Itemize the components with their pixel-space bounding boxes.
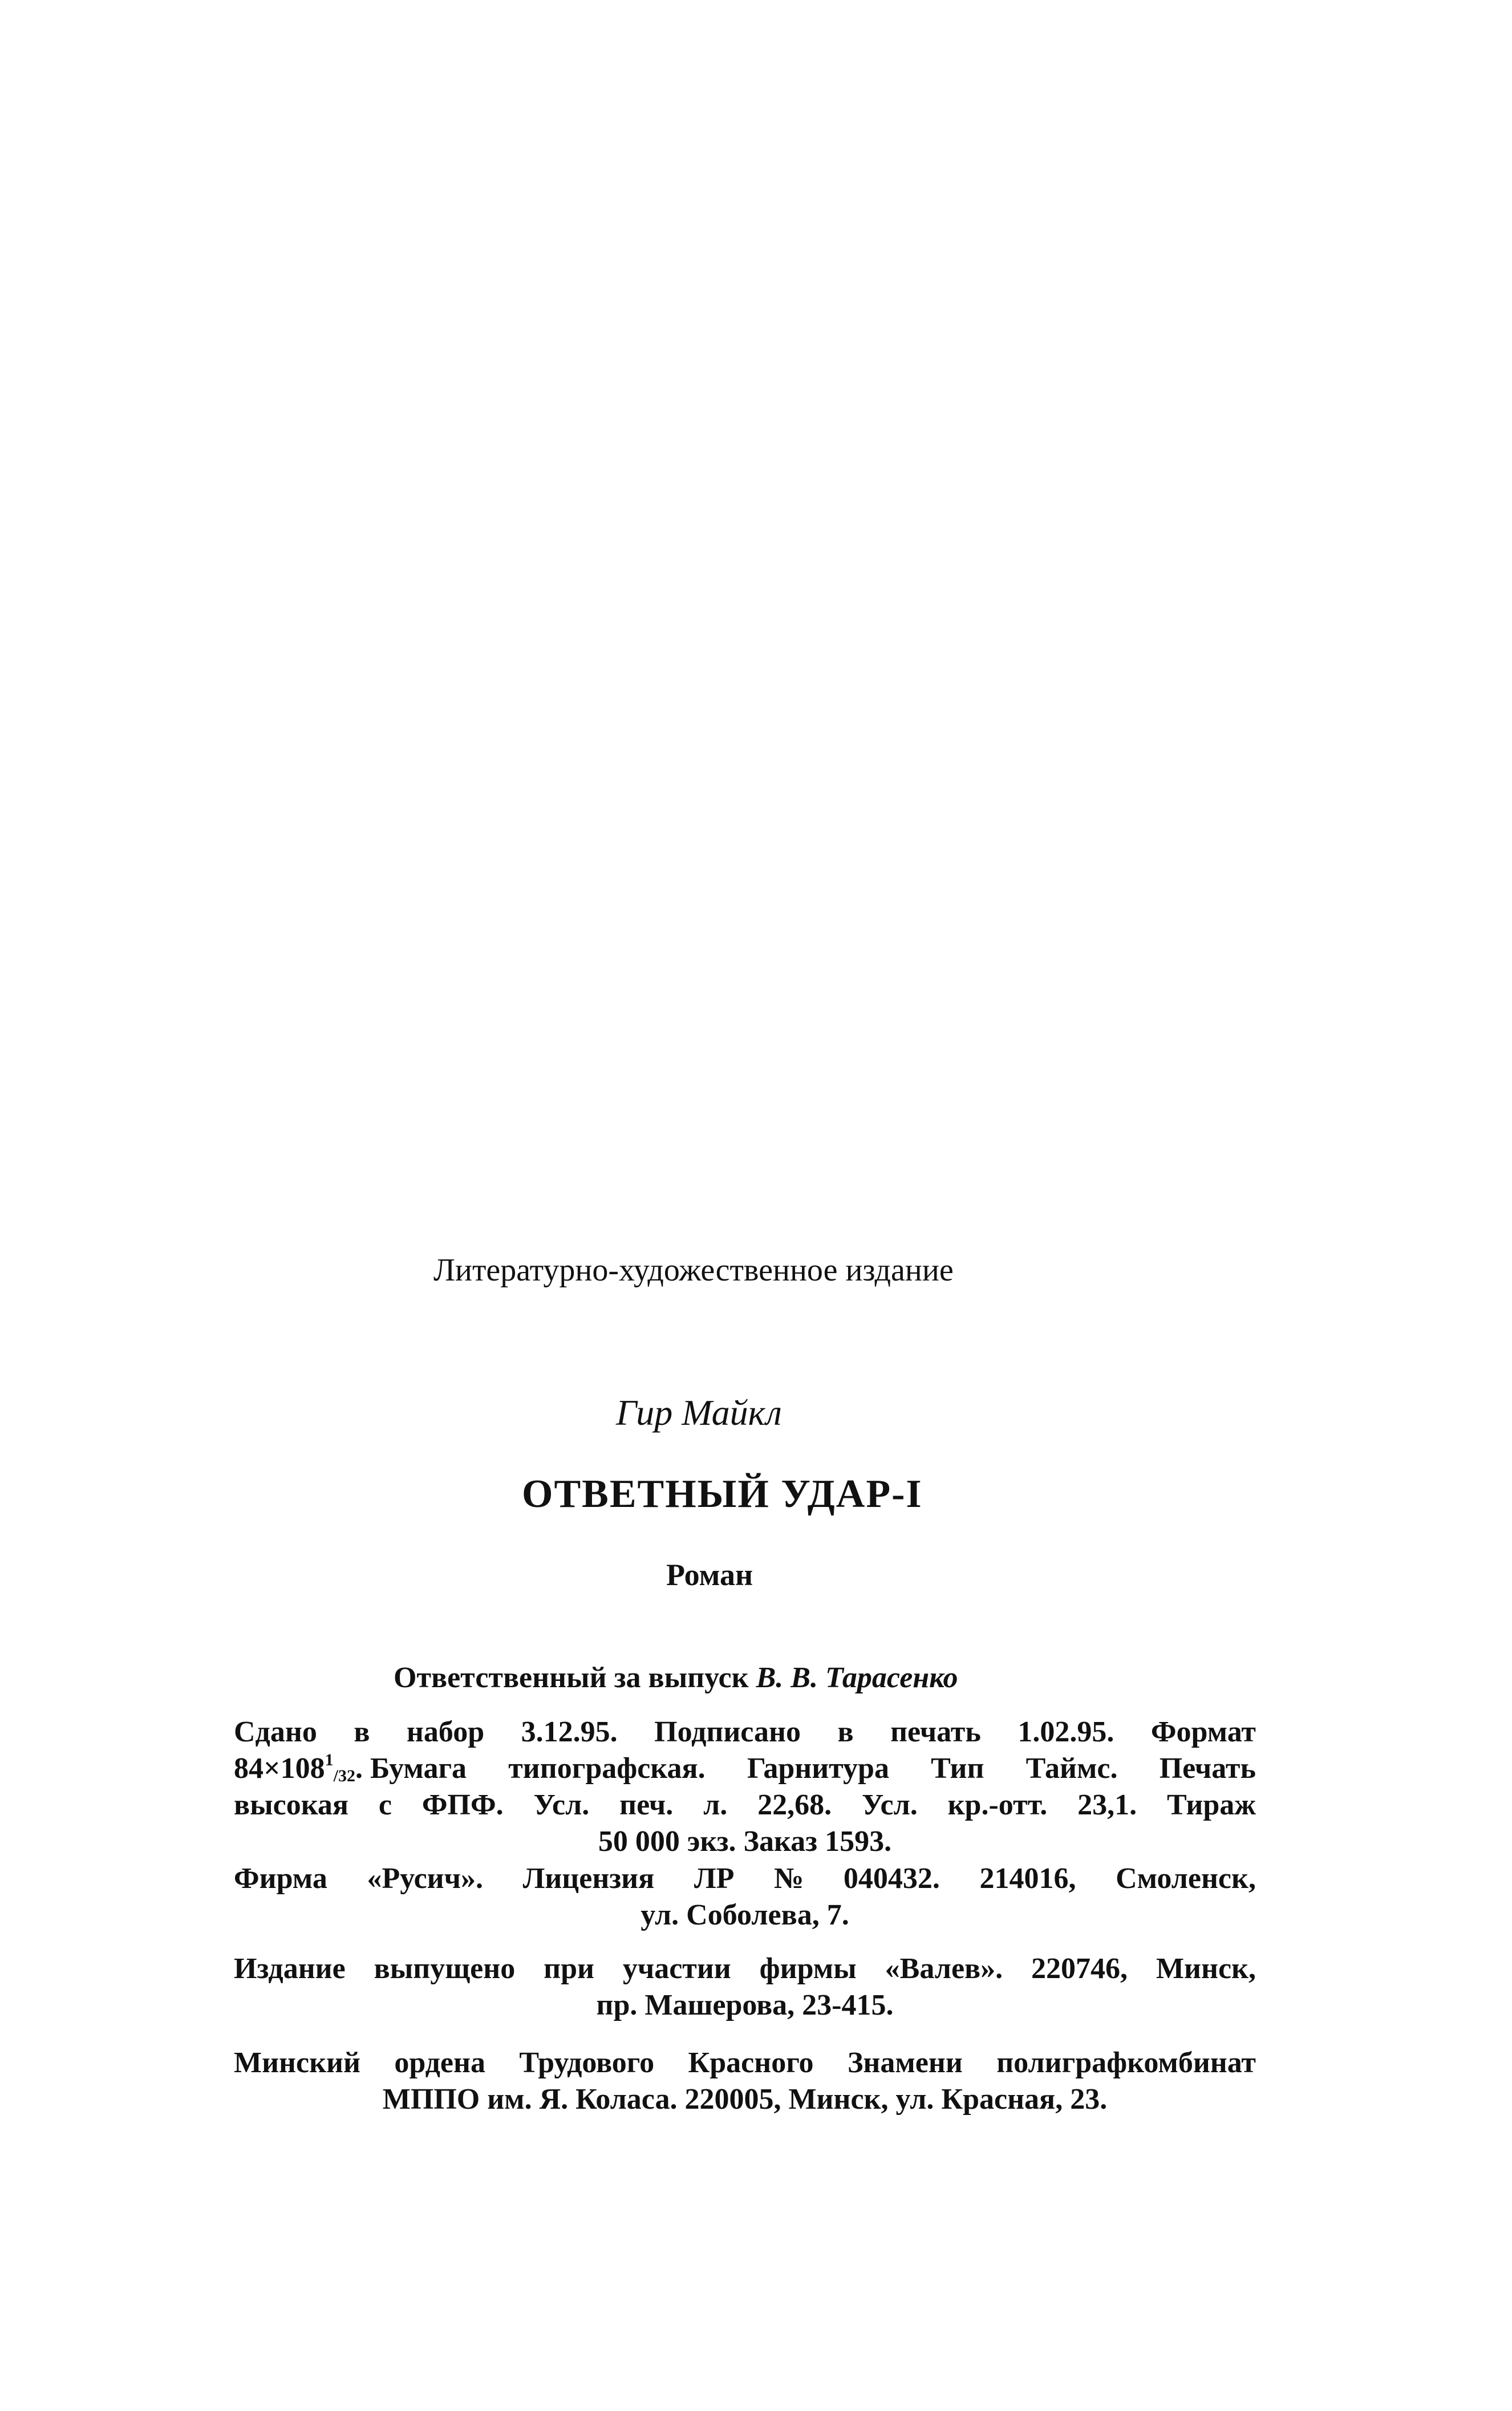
word: в	[354, 1716, 370, 1748]
word: Тип	[931, 1752, 984, 1785]
word: Сдано	[234, 1716, 317, 1748]
publisher-paragraph	[234, 1861, 1256, 1934]
partner-paragraph	[234, 1951, 1256, 2024]
word: Усл.	[533, 1789, 590, 1821]
word: л.	[703, 1789, 728, 1821]
publisher-address: ул. Соболева, 7.	[641, 1899, 849, 1931]
word: фирмы	[759, 1952, 857, 1985]
word: полиграфкомбинат	[996, 2047, 1256, 2079]
circulation-order: 50 000 экз. Заказ 1593.	[598, 1825, 892, 1858]
word: Таймс.	[1025, 1752, 1118, 1785]
print-info-paragraph	[234, 1714, 1256, 1860]
word: печ.	[619, 1789, 674, 1821]
responsible-label: Ответственный за выпуск	[394, 1662, 749, 1694]
word: кр.-отт.	[947, 1789, 1048, 1821]
print-info-line-4	[234, 1824, 1256, 1860]
word: «Валев».	[885, 1952, 1003, 1985]
book-title: ОТВЕТНЫЙ УДАР-I	[522, 1472, 923, 1516]
printer-line-1	[234, 2045, 1256, 2081]
printer-address: МППО им. Я. Коласа. 220005, Минск, ул. Красная, 23.	[382, 2083, 1108, 2116]
word: Усл.	[861, 1789, 918, 1821]
word: 220746,	[1031, 1952, 1128, 1985]
word: Фирма	[234, 1862, 327, 1895]
word: Красного	[688, 2047, 814, 2079]
format-sup: 1	[325, 1750, 334, 1769]
word: 1.02.95.	[1018, 1716, 1114, 1748]
print-info-line-3	[234, 1787, 1256, 1824]
publisher-line-2	[234, 1897, 1256, 1934]
word: . Бумага	[355, 1752, 467, 1785]
word: 214016,	[979, 1862, 1076, 1895]
word: печать	[890, 1716, 981, 1748]
printer-paragraph	[234, 2045, 1256, 2118]
format-value	[234, 1750, 467, 1787]
word: с	[378, 1789, 392, 1821]
word: Подписано	[654, 1716, 801, 1748]
publisher-line-1	[234, 1861, 1256, 1897]
format-base: 84×108	[234, 1752, 325, 1785]
format-sub: /32	[333, 1766, 355, 1785]
word: Минск,	[1156, 1952, 1256, 1985]
print-info-line-2	[234, 1750, 1256, 1787]
word: Формат	[1150, 1716, 1256, 1748]
word: при	[544, 1952, 594, 1985]
word: 22,68.	[757, 1789, 832, 1821]
responsible-editor	[394, 1661, 1112, 1695]
word: Тираж	[1166, 1789, 1256, 1821]
word: высокая	[234, 1789, 349, 1821]
partner-line-1	[234, 1951, 1256, 1987]
author-name: Гир Майкл	[616, 1392, 782, 1433]
word: ЛР	[694, 1862, 735, 1895]
word: «Русич».	[367, 1862, 483, 1895]
word: Трудового	[519, 2047, 655, 2079]
word: набор	[406, 1716, 485, 1748]
word: типографская.	[508, 1752, 706, 1785]
word: Издание	[234, 1952, 346, 1985]
partner-line-2	[234, 1987, 1256, 2024]
word: участии	[622, 1952, 731, 1985]
book-kind: Роман	[666, 1558, 753, 1592]
responsible-name: В. В. Тарасенко	[756, 1662, 958, 1694]
word: Минский	[234, 2047, 360, 2079]
word: 23,1.	[1077, 1789, 1137, 1821]
word: 3.12.95.	[521, 1716, 618, 1748]
word: Знамени	[847, 2047, 963, 2079]
printer-line-2	[234, 2081, 1256, 2118]
word: 040432.	[843, 1862, 940, 1895]
print-info-line-1	[234, 1714, 1256, 1750]
word: в	[837, 1716, 854, 1748]
partner-address: пр. Машерова, 23-415.	[596, 1989, 894, 2021]
word: Смоленск,	[1116, 1862, 1256, 1895]
word: Печать	[1159, 1752, 1256, 1785]
word: ордена	[394, 2047, 485, 2079]
word: Гарнитура	[747, 1752, 889, 1785]
edition-genre: Литературно-художественное издание	[433, 1253, 954, 1288]
word: №	[774, 1862, 804, 1895]
word: выпущено	[374, 1952, 516, 1985]
word: ФПФ.	[421, 1789, 504, 1821]
word: Лицензия	[522, 1862, 655, 1895]
